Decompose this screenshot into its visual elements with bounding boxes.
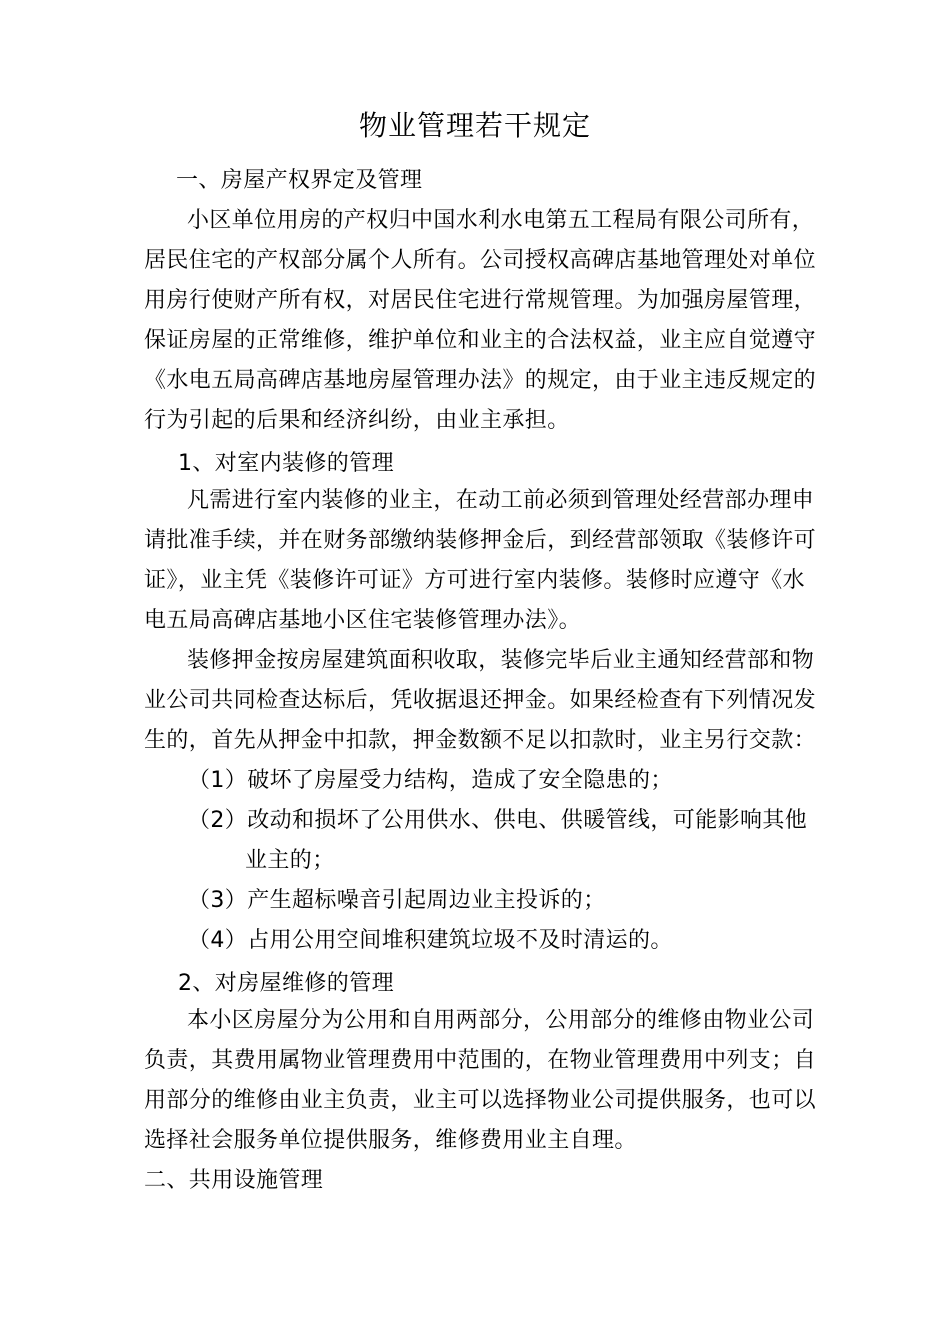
paragraph-line: 居民住宅的产权部分属个人所有。公司授权高碑店基地管理处对单位 <box>144 248 817 273</box>
paragraph-line: 用房行使财产所有权，对居民住宅进行常规管理。为加强房屋管理， <box>144 288 817 313</box>
list-item: （4）占用公用空间堆积建筑垃圾不及时清运的。 <box>188 928 673 953</box>
list-item: （2）改动和损坏了公用供水、供电、供暖管线，可能影响其他 <box>188 808 808 833</box>
paragraph-line: 保证房屋的正常维修，维护单位和业主的合法权益，业主应自觉遵守 <box>144 328 817 353</box>
subsection-heading: 2、对房屋维修的管理 <box>178 971 394 996</box>
section-heading: 一、房屋产权界定及管理 <box>176 168 423 193</box>
paragraph-line: 小区单位用房的产权归中国水利水电第五工程局有限公司所有， <box>187 208 815 233</box>
paragraph-line: 业公司共同检查达标后，凭收据退还押金。如果经检查有下列情况发 <box>144 688 817 713</box>
paragraph-line: 《水电五局高碑店基地房屋管理办法》的规定，由于业主违反规定的 <box>144 368 817 393</box>
section-heading: 二、共用设施管理 <box>144 1168 324 1193</box>
paragraph-line: 选择社会服务单位提供服务，维修费用业主自理。 <box>144 1128 637 1153</box>
paragraph-line: 负责，其费用属物业管理费用中范围的，在物业管理费用中列支；自 <box>144 1048 817 1073</box>
paragraph-line: 装修押金按房屋建筑面积收取，装修完毕后业主通知经营部和物 <box>187 648 815 673</box>
list-item: （3）产生超标噪音引起周边业主投诉的； <box>188 888 606 913</box>
subsection-heading: 1、对室内装修的管理 <box>178 451 394 476</box>
paragraph-line: 凡需进行室内装修的业主，在动工前必须到管理处经营部办理申 <box>187 488 815 513</box>
paragraph-line: 本小区房屋分为公用和自用两部分，公用部分的维修由物业公司 <box>187 1008 815 1033</box>
paragraph-line: 生的，首先从押金中扣款，押金数额不足以扣款时，业主另行交款： <box>144 728 817 753</box>
paragraph-line: 用部分的维修由业主负责，业主可以选择物业公司提供服务，也可以 <box>144 1088 817 1113</box>
document-title: 物业管理若干规定 <box>358 109 591 142</box>
list-item: （1）破坏了房屋受力结构，造成了安全隐患的； <box>188 768 673 793</box>
paragraph-line: 证》，业主凭《装修许可证》方可进行室内装修。装修时应遵守《水 <box>144 568 806 593</box>
paragraph-line: 请批准手续，并在财务部缴纳装修押金后，到经营部领取《装修许可 <box>144 528 817 553</box>
paragraph-line: 电五局高碑店基地小区住宅装修管理办法》。 <box>144 608 582 633</box>
paragraph-line: 行为引起的后果和经济纠纷，由业主承担。 <box>144 408 570 433</box>
list-item-continuation: 业主的； <box>245 848 335 873</box>
